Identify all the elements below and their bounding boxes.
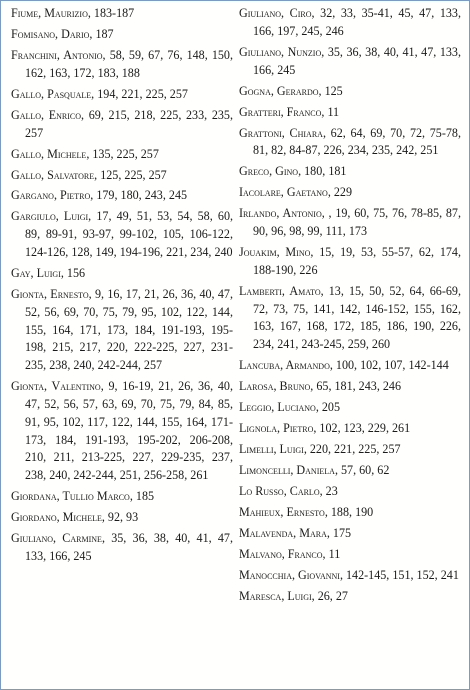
entry-pages: 13, 15, 50, 52, 64, 66-69, 72, 73, 75, 141, 142, 146-152, 155, 162, 163, 167, 168, 172, 185, 186, 190, 226, 234, 241, 243-245, 259, 260 — [253, 283, 461, 352]
index-column-left — [11, 5, 233, 569]
index-entry: Gionta, Ernesto, 9, 16, 17, 21, 26, 36, 40, 47, 52, 56, 69, 70, 75, 79, 95, 102, 122, 144, 155, 164, 171, 173, 184, 191-193, 195-198, 215, 217, 220, 222-225, 227, 231-235, 238, 240, 242-244, 257 — [11, 287, 233, 373]
index-entry: Malvano, Franco, 11 — [239, 547, 341, 562]
index-entry: Leggio, Luciano, 205 — [239, 400, 341, 415]
entry-pages: 92, 93 — [107, 510, 139, 525]
entry-pages: 220, 221, 225, 257 — [309, 442, 401, 457]
entry-name: Gargiulo, Luigi — [11, 209, 89, 224]
entry-name: Lo Russo, Carlo — [239, 484, 320, 499]
index-entry: Giuliano, Ciro, 32, 33, 35-41, 45, 47, 133, 166, 197, 245, 246 — [239, 6, 462, 38]
index-entry: Gionta, Valentino, 9, 16-19, 21, 26, 36, 40, 47, 52, 56, 57, 63, 69, 70, 75, 79, 84, 85, 91, 95, 102, 117, 122, 144, 155, 164, 171-173, 184, 191-193, 195-202, 206-208, 210, 211, 213-225, 227, 229-235, 237, 238, 240, 242-244, 251, 256-258, 261 — [11, 379, 233, 483]
entry-name: Gionta, Ernesto — [11, 287, 89, 302]
entry-name: Maresca, Luigi — [239, 589, 312, 604]
entry-pages: 57, 60, 62 — [340, 463, 390, 478]
entry-pages: 17, 49, 51, 53, 54, 58, 60, 89, 89-91, 93-97, 99-102, 105, 106-122, 124-126, 128, 149, 194-196, 221, 234, 240 — [25, 209, 234, 260]
index-entry: Gallo, Michele, 135, 225, 257 — [11, 146, 159, 161]
entry-pages: 15, 19, 53, 55-57, 62, 174, 188-190, 226 — [253, 245, 461, 277]
entry-pages: 11 — [328, 547, 341, 562]
entry-name: Grattoni, Chiara — [239, 125, 323, 140]
entry-name: Limelli, Luigi — [239, 442, 304, 457]
index-entry: Manocchia, Giovanni, 142-145, 151, 152, 241 — [239, 568, 459, 583]
entry-pages: 35, 36, 38, 40, 41, 47, 133, 166, 245 — [25, 531, 234, 563]
index-entry: Gargiulo, Luigi, 17, 49, 51, 53, 54, 58, 60, 89, 89-91, 93-97, 99-102, 105, 106-122, 124-126, 128, 149, 194-196, 221, 234, 240 — [11, 209, 234, 260]
entry-name: Giuliano, Carmine — [11, 531, 102, 546]
index-entry: Lo Russo, Carlo, 23 — [239, 484, 338, 499]
entry-pages: 125, 225, 257 — [100, 167, 167, 182]
index-entry: Gallo, Enrico, 69, 215, 218, 225, 233, 235, 257 — [11, 107, 234, 140]
index-entry: Fomisano, Dario, 187 — [11, 26, 114, 41]
entry-name: Gogna, Gerardo — [239, 83, 319, 98]
index-entry: Lamberti, Amato, 13, 15, 50, 52, 64, 66-69, 72, 73, 75, 141, 142, 146-152, 155, 162, 163, 167, 168, 172, 185, 186, 190, 226, 234, 241, 243-245, 259, 260 — [239, 283, 461, 352]
entry-pages: 135, 225, 257 — [92, 146, 159, 161]
entry-name: Gallo, Michele — [11, 146, 87, 161]
entry-pages: 156 — [66, 266, 86, 281]
index-entry: Lignola, Pietro, 102, 123, 229, 261 — [239, 421, 411, 436]
index-entry: Grattoni, Chiara, 62, 64, 69, 70, 72, 75-78, 81, 82, 84-87, 226, 234, 235, 242, 251 — [239, 125, 461, 158]
entry-name: Giordano, Michele — [11, 510, 102, 525]
entry-name: Mahieux, Ernesto — [239, 505, 325, 520]
entry-pages: 229 — [333, 185, 353, 200]
entry-pages: 62, 64, 69, 70, 72, 75-78, 81, 82, 84-87, 226, 234, 235, 242, 251 — [253, 125, 461, 158]
entry-pages: 9, 16, 17, 21, 26, 36, 40, 47, 52, 56, 69, 70, 75, 79, 95, 102, 122, 144, 155, 164, 171, 173, 184, 191-193, 195-198, 215, 217, 220, 222-225, 227, 231-235, 238, 240, 242-244, 257 — [25, 287, 233, 373]
entry-name: Larosa, Bruno — [239, 379, 311, 394]
entry-name: Irlando, Antonio — [239, 206, 322, 221]
entry-pages: 65, 181, 243, 246 — [316, 379, 401, 394]
entry-pages: 11 — [327, 104, 340, 119]
entry-name: Gionta, Valentino — [11, 379, 101, 394]
index-entry: Fiume, Maurizio, 183-187 — [11, 6, 135, 20]
entry-name: Gargano, Pietro — [11, 188, 91, 203]
entry-name: Jouakim, Mino — [239, 245, 311, 260]
entry-pages: 185 — [135, 489, 155, 504]
index-entry: Lancuba, Armando, 100, 102, 107, 142-144 — [239, 358, 449, 373]
entry-pages: 9, 16-19, 21, 26, 36, 40, 47, 52, 56, 57, 63, 69, 70, 75, 79, 84, 85, 91, 95, 102, 117, 122, 144, 155, 164, 171-173, 184, 191-193, 195-202, 206-208, 210, 211, 213-225, 227, 229-235, 237, 238, 240, 242-244, 251, 256-258, 261 — [25, 379, 233, 483]
index-entry: Giuliano, Nunzio, 35, 36, 38, 40, 41, 47, 133, 166, 245 — [239, 44, 461, 77]
index-entry: Franchini, Antonio, 58, 59, 67, 76, 148, 150, 162, 163, 172, 183, 188 — [11, 47, 234, 80]
entry-name: Lancuba, Armando — [239, 358, 330, 373]
index-entry: Gargano, Pietro, 179, 180, 243, 245 — [11, 188, 188, 203]
entry-pages: 142-145, 151, 152, 241 — [346, 568, 459, 583]
index-entry: Greco, Gino, 180, 181 — [239, 164, 347, 179]
entry-name: Leggio, Luciano — [239, 400, 316, 415]
entry-pages: 188, 190 — [330, 505, 374, 520]
entry-pages: 26, 27 — [317, 589, 348, 604]
index-entry: Gogna, Gerardo, 125 — [239, 83, 343, 98]
entry-pages: 194, 221, 225, 257 — [97, 86, 188, 101]
index-entry: Limoncelli, Daniela, 57, 60, 62 — [239, 463, 390, 478]
entry-name: Giuliano, Ciro — [239, 6, 312, 20]
index-entry: Irlando, Antonio, , 19, 60, 75, 76, 78-85, 87, 90, 96, 98, 99, 111, 173 — [239, 206, 461, 239]
entry-pages: 179, 180, 243, 245 — [96, 188, 188, 203]
entry-pages: 187 — [95, 26, 114, 41]
index-entry: Mahieux, Ernesto, 188, 190 — [239, 505, 374, 520]
entry-name: Giordana, Tullio Marco — [11, 489, 130, 504]
entry-name: Gratteri, Franco — [239, 104, 322, 119]
entry-name: Gallo, Enrico — [11, 107, 82, 122]
entry-name: Limoncelli, Daniela — [239, 463, 335, 478]
index-entry: Gay, Luigi, 156 — [11, 266, 86, 281]
index-entry: Giordana, Tullio Marco, 185 — [11, 489, 155, 504]
index-entry: Larosa, Bruno, 65, 181, 243, 246 — [239, 379, 401, 394]
entry-name: Lignola, Pietro — [239, 421, 314, 436]
entry-name: Gallo, Salvatore — [11, 167, 95, 182]
index-entry: Malavenda, Mara, 175 — [239, 526, 352, 541]
entry-name: Gallo, Pasquale — [11, 86, 92, 101]
entry-pages: 32, 33, 35-41, 45, 47, 133, 166, 197, 245, 246 — [253, 6, 462, 38]
entry-name: Fiume, Maurizio — [11, 6, 88, 20]
index-entry: Iacolare, Gaetano, 229 — [239, 185, 353, 200]
entry-pages: 100, 102, 107, 142-144 — [335, 358, 449, 373]
entry-name: Malvano, Franco — [239, 547, 323, 562]
entry-pages: 58, 59, 67, 76, 148, 150, 162, 163, 172, 183, 188 — [25, 47, 234, 80]
index-entry: Gratteri, Franco, 11 — [239, 104, 340, 119]
entry-pages: 102, 123, 229, 261 — [319, 421, 411, 436]
index-entry: Limelli, Luigi, 220, 221, 225, 257 — [239, 442, 401, 457]
entry-pages: 69, 215, 218, 225, 233, 235, 257 — [25, 107, 234, 140]
entry-name: Manocchia, Giovanni — [239, 568, 340, 583]
entry-pages: 205 — [321, 400, 341, 415]
index-column-right — [239, 5, 461, 609]
index-entry: Giordano, Michele, 92, 93 — [11, 510, 139, 525]
entry-pages: , 19, 60, 75, 76, 78-85, 87, 90, 96, 98, 99, 111, 173 — [253, 206, 461, 239]
entry-name: Iacolare, Gaetano — [239, 185, 328, 200]
index-entry: Gallo, Pasquale, 194, 221, 225, 257 — [11, 86, 188, 101]
entry-name: Franchini, Antonio — [11, 47, 103, 62]
index-entry: Maresca, Luigi, 26, 27 — [239, 589, 348, 604]
entry-name: Giuliano, Nunzio — [239, 44, 322, 59]
entry-name: Greco, Gino — [239, 164, 299, 179]
index-entry: Gallo, Salvatore, 125, 225, 257 — [11, 167, 167, 182]
entry-pages: 35, 36, 38, 40, 41, 47, 133, 166, 245 — [253, 44, 461, 77]
index-entry: Jouakim, Mino, 15, 19, 53, 55-57, 62, 174, 188-190, 226 — [239, 245, 461, 277]
index-entry: Giuliano, Carmine, 35, 36, 38, 40, 41, 47, 133, 166, 245 — [11, 531, 234, 563]
entry-pages: 125 — [324, 83, 343, 98]
entry-pages: 23 — [325, 484, 338, 499]
entry-pages: 180, 181 — [304, 164, 347, 179]
entry-pages: 175 — [332, 526, 352, 541]
entry-name: Gay, Luigi — [11, 266, 61, 281]
entry-name: Lamberti, Amato — [239, 283, 321, 298]
entry-name: Fomisano, Dario — [11, 26, 90, 41]
entry-pages: 183-187 — [93, 6, 135, 20]
entry-name: Malavenda, Mara — [239, 526, 327, 541]
